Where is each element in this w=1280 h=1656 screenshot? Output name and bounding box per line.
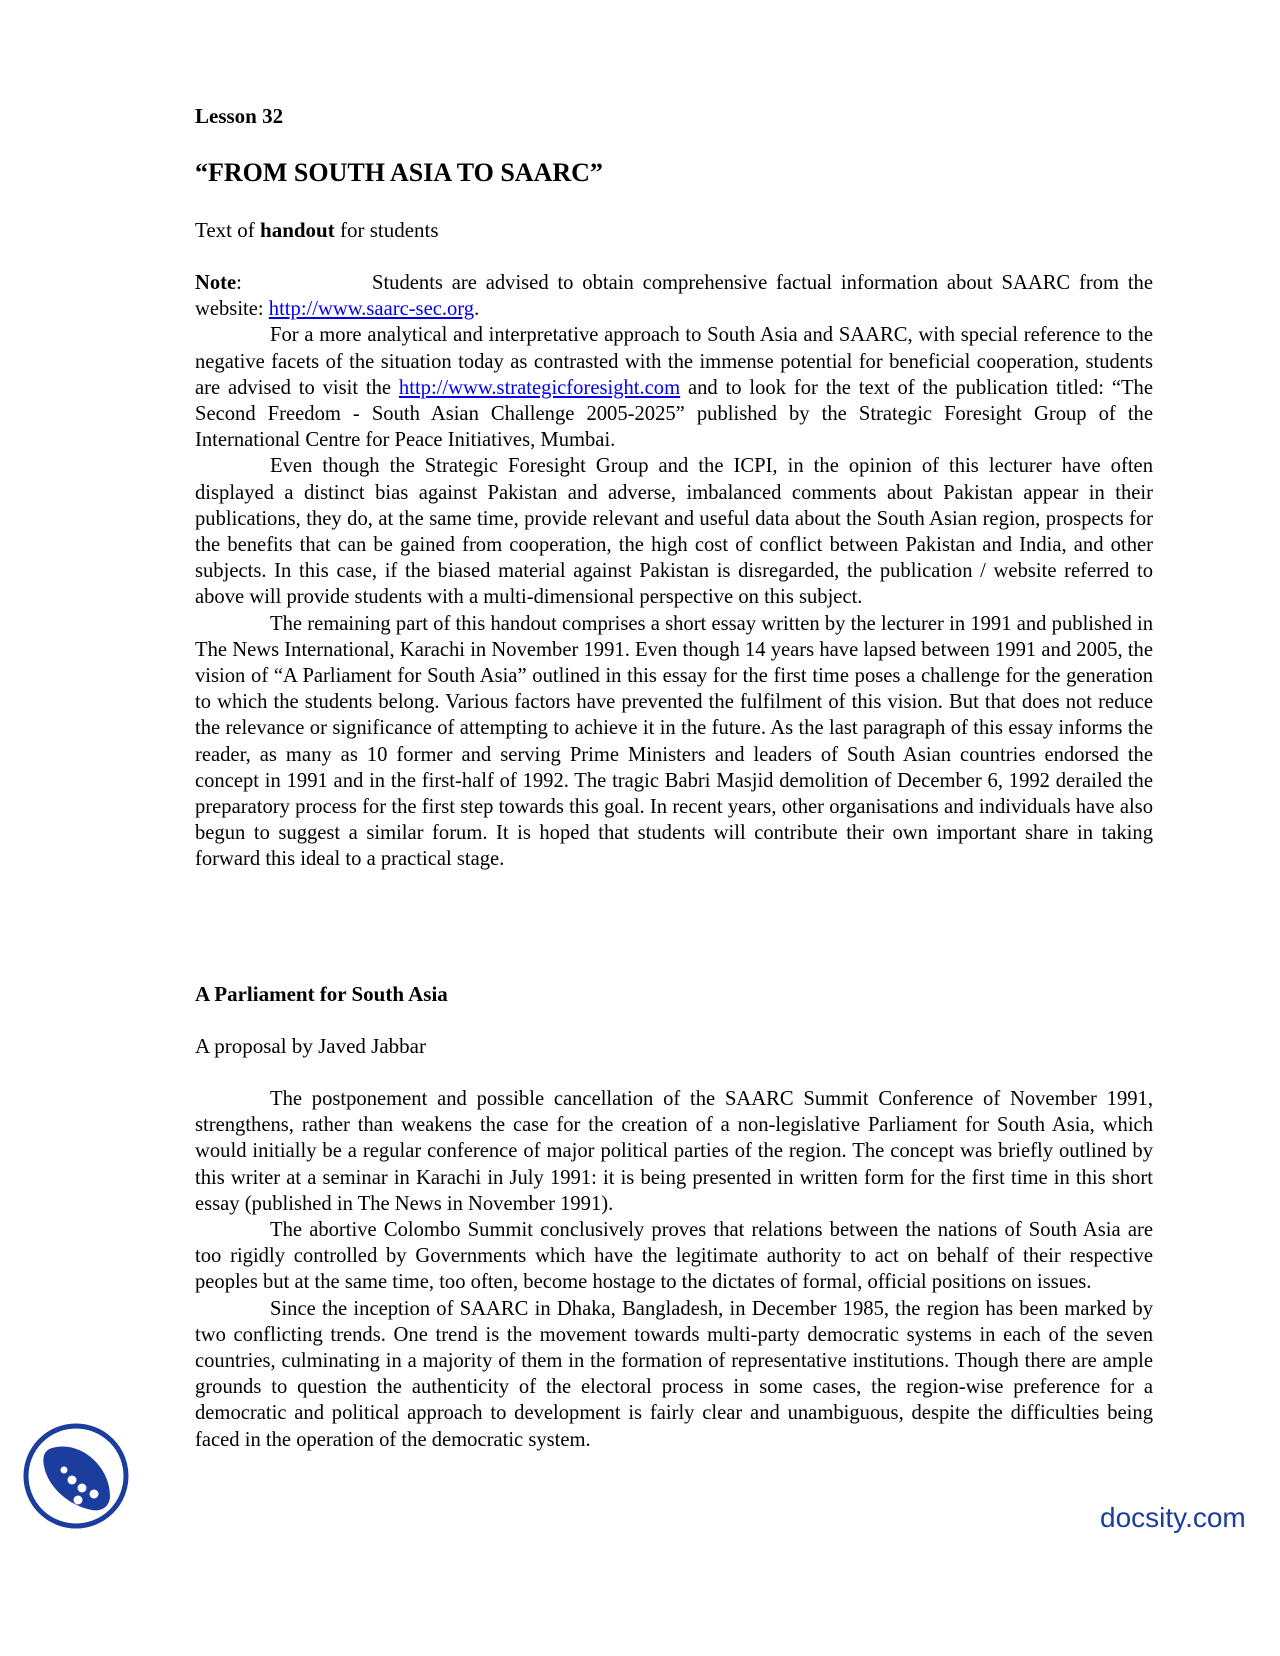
essay-paragraph-1: The postponement and possible cancellation of the SAARC Summit Conference of November 1991, strengthens, rather than weakens the case for the creation of a non-legislative Parliament for South Asia, which would initially be a regular conference of major political parties of the region. The concept was briefly outlined by this writer at a seminar in Karachi in July 1991: it is being presented in written form for the first time in this short essay (published in The News in November 1991). [195, 1088, 1153, 1215]
docsity-logo-icon[interactable] [22, 1422, 130, 1530]
saarc-link[interactable]: http://www.saarc-sec.org [268, 298, 475, 321]
paragraph-2: For a more analytical and interpretative approach to South Asia and SAARC, with special reference to the negative facets of the situation today as contrasted with the immense potential for beneficial cooperation, students are advised to visit the http://www.strategicforesight.com and to look for the text of the publication titled: “The Second Freedom - South Asian Challenge 2005-2025” published by the Strategic Foresight Group of the International Centre for Peace Initiatives, Mumbai. [195, 324, 1153, 452]
strategic-foresight-link[interactable]: http://www.strategicforesight.com [398, 376, 681, 399]
docsity-brand[interactable]: docsity.com [1100, 1502, 1246, 1533]
essay-byline: A proposal by Javed Jabbar [195, 1034, 426, 1058]
paragraph-4: The remaining part of this handout comprises a short essay written by the lecturer in 1991 and published in The News International, Karachi in November 1991. Even though 14 years have lapsed between 1991 and 2005, the vision of “A Parliament for South Asia” outlined in this essay for the first time poses a challenge for the generation to which the students belong. Various factors have prevented the fulfilment of this vision. But that does not reduce the relevance or significance of attempting to achieve it in the future. As the last paragraph of this essay informs the reader, as many as 10 former and serving Prime Ministers and leaders of South Asian countries endorsed the concept in 1991 and in the first-half of 1992. The tragic Babri Masjid demolition of December 6, 1992 derailed the preparatory process for the first step towards this goal. In recent years, other organisations and individuals have also begun to suggest a similar forum. It is hoped that students will contribute their own important share in taking forward this ideal to a practical stage. [195, 612, 1153, 871]
lesson-number: Lesson 32 [195, 104, 284, 128]
essay-paragraph-3: Since the inception of SAARC in Dhaka, Bangladesh, in December 1985, the region has been marked by two conflicting trends. One trend is the movement towards multi-party democratic systems in each of the seven countries, culminating in a majority of them in the formation of representative institutions. Though there are ample grounds to question the authenticity of the electoral process in some cases, the region-wise preference for a democratic and political approach to development is fairly clear and unambiguous, despite the difficulties being faced in the operation of the democratic system. [195, 1297, 1153, 1451]
note-text-post: . [474, 298, 480, 321]
subtitle-pre: Text of [195, 218, 261, 242]
handout-body [195, 270, 1153, 873]
essay-body [195, 1086, 1153, 1453]
note-paragraph [195, 270, 1153, 322]
essay-paragraph-2: The abortive Colombo Summit conclusively proves that relations between the nations of South Asia are too rigidly controlled by Governments which have the legitimate authority to act on behalf of their respective peoples but at the same time, too often, become hostage to the dictates of formal, official positions on issues. [195, 1219, 1153, 1294]
note-text: Students are advised to obtain comprehensive factual information about SAARC from the website: [195, 272, 1153, 321]
page-title: “FROM SOUTH ASIA TO SAARC” [195, 158, 603, 187]
note-label: Note: [195, 272, 242, 294]
subtitle-bold: handout [260, 218, 335, 242]
subtitle [195, 218, 439, 243]
paragraph-3: Even though the Strategic Foresight Group and the ICPI, in the opinion of this lecturer have often displayed a distinct bias against Pakistan and adverse, imbalanced comments about Pakistan appear in their publications, they do, at the same time, provide relevant and useful data about the South Asian region, prospects for the benefits that can be gained from cooperation, the high cost of conflict between Pakistan and India, and other subjects. In this case, if the biased material against Pakistan is disregarded, the publication / website referred to above will provide students with a multi-dimensional perspective on this subject. [195, 455, 1153, 609]
essay-heading: A Parliament for South Asia [195, 982, 448, 1006]
subtitle-post: for students [334, 218, 439, 242]
